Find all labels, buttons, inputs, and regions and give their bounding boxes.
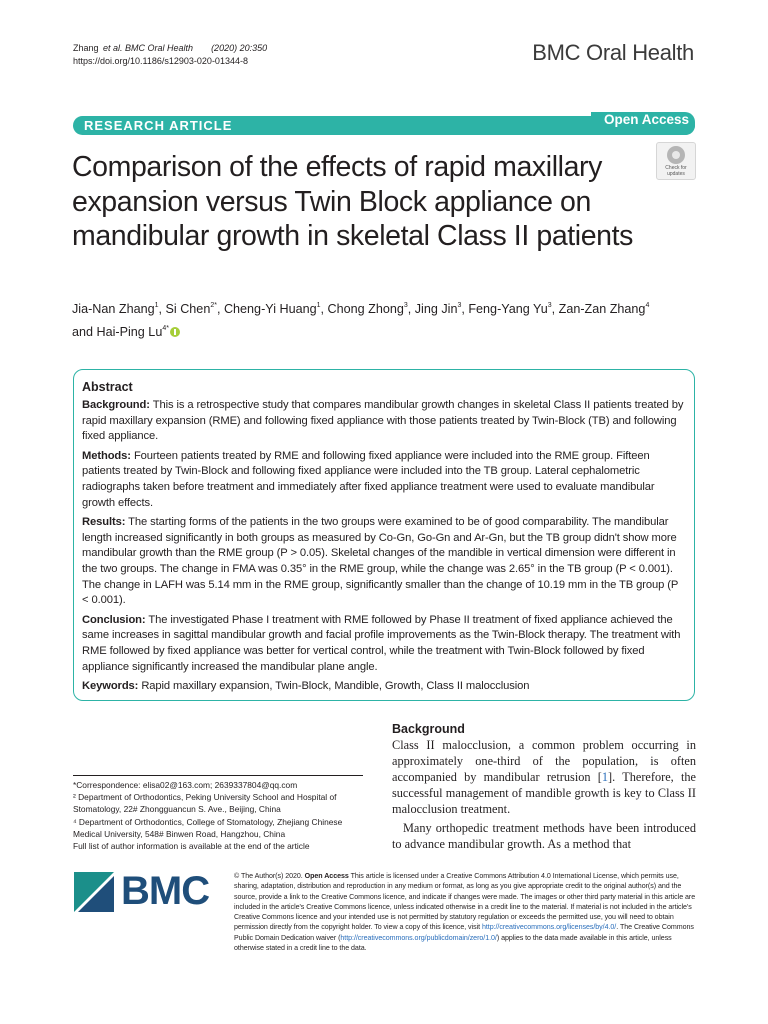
body-paragraph: Many orthopedic treatment methods have been introduced to advance mandibular growth. As a method that: [392, 821, 696, 851]
orcid-icon[interactable]: [170, 327, 180, 337]
author-affiliation: 2*: [210, 302, 217, 309]
check-updates-icon: [667, 146, 685, 164]
check-for-updates-button[interactable]: [656, 142, 696, 180]
body-paragraph: [392, 737, 696, 817]
author-name[interactable]: Hai-Ping Lu: [96, 325, 163, 339]
author-affiliation: 4*: [162, 325, 169, 332]
author-affiliation: 4: [645, 302, 650, 309]
author-name[interactable]: Cheng-Yi Huang: [223, 302, 317, 316]
abstract-box: [73, 369, 695, 701]
check-updates-line1: Check for: [665, 165, 687, 171]
abstract-methods-text: Fourteen patients treated by RME and following fixed appliance were included into the RME group. Fifteen patients treated by Twin-Block and following fixed appliance were included into the TB group. Lateral cephalometric radiographs taken before treatment and immediately after fixed appliance treatment were used to evaluate mandibular growth effects.: [82, 449, 655, 509]
reference-link[interactable]: 1: [601, 770, 609, 784]
doi-link[interactable]: https://doi.org/10.1186/s12903-020-01344-8: [73, 56, 248, 66]
abstract-background: [82, 398, 684, 445]
abstract-results: [82, 515, 684, 609]
author-info-note: Full list of author information is available at the end of the article: [73, 841, 310, 852]
abstract-heading: Abstract: [82, 380, 133, 394]
abstract-keywords-label: Keywords:: [82, 680, 139, 693]
footnote-divider: [73, 775, 363, 776]
section-heading-background: Background: [392, 722, 465, 736]
author-name[interactable]: Jing Jin: [414, 302, 458, 316]
author-name[interactable]: Zan-Zan Zhang: [558, 302, 646, 316]
abstract-background-label: Background:: [82, 399, 150, 411]
citation-block: [73, 42, 269, 68]
license-link-cc-by[interactable]: http://creativecommons.org/licenses/by/4.0/: [481, 923, 617, 932]
article-type-label: RESEARCH ARTICLE: [84, 118, 233, 133]
author-list: Jia-Nan Zhang$^1$, Si Chen$^{2*}$, Cheng-Yi Huang$^1$, Chong Zhong$^3$, Jing Jin$^3$, Feng-Yang Yu$^3$, Zan-Zan Zhang$^4$ and Hai-Ping $Lu^{4*}$: [72, 302, 650, 339]
author-name[interactable]: Jia-Nan Zhang: [72, 302, 155, 316]
body-column: [392, 722, 696, 852]
article-title: Comparison of the effects of rapid maxillary expansion versus Twin Block appliance on mandibular growth in skeletal Class II patients: [72, 151, 633, 252]
citation-year: (2020) 20:350: [211, 43, 268, 53]
license-open-access: Open Access: [304, 872, 349, 880]
license-body: . The Creative Commons Public Domain Dedication waiver (: [234, 923, 694, 942]
abstract-results-label: Results:: [82, 516, 126, 529]
license-body: This article is licensed under a Creative Commons Attribution 4.0 International License, which permits use, sharing, adaptation, distribution and reproduction in any medium or format, as long as you give appropriate credit to the original author(s) and the source, provide a link to the Creative Commons licence, and indicate if changes were made. The images or other third party material in this article are included in the article's Creative Commons licence, unless indicated otherwise in a credit line to the material. If material is not included in the article's Creative Commons licence and your intended use is not permitted by statutory regulation or exceeds the permitted use, you will need to obtain permission directly from the copyright holder. To view a copy of this licence, visit: [234, 872, 696, 932]
footnotes: [73, 779, 363, 852]
affiliation-note: ⁴ Department of Orthodontics, College of Stomatology, Zhejiang Chinese Medical University, 548# Binwen Road, Hangzhou, China: [73, 816, 343, 839]
abstract-methods: [82, 449, 684, 511]
body-paragraph-text: ]. Therefore, the successful management of mandible growth is key to Class II malocclusion treatment.: [392, 770, 696, 816]
bmc-mark-icon: [74, 872, 114, 912]
affiliation-note: ² Department of Orthodontics, Peking University School and Hospital of Stomatology, 22# Zhongguancun S. Ave., Beijing, China: [73, 792, 337, 815]
abstract-keywords: [82, 679, 684, 695]
abstract-background-text: This is a retrospective study that compares mandibular growth changes in skeletal Class II patients treated by rapid maxillary expansion (RME) and following fixed appliance with those patients treated by Twin-Block (TB) and following fixed appliance.: [82, 399, 684, 443]
citation-authors: Zhang: [73, 43, 102, 53]
author-affiliation: 1: [316, 302, 321, 309]
author-name[interactable]: Feng-Yang Yu: [468, 302, 548, 316]
abstract-conclusion-label: Conclusion:: [82, 613, 146, 626]
check-updates-line2: updates: [667, 171, 685, 177]
open-access-tab: [591, 112, 695, 135]
author-affiliation: 3: [457, 302, 462, 309]
bmc-logo: [74, 869, 214, 913]
author-affiliation: 1: [154, 302, 159, 309]
journal-name: BMC Oral Health: [532, 40, 694, 65]
author-affiliation: 3: [547, 302, 552, 309]
open-access-label: Open Access: [603, 112, 689, 127]
abstract-conclusion-text: The investigated Phase I treatment with RME followed by Phase II treatment of fixed appliance achieved the same increases in sagittal mandibular growth and facial profile improvements as the Twin-Block therapy. The treatment with RME followed by fixed appliance was better for vertical control, while the treatment with Twin-Block followed by fixed appliance significantly increased the mandibular plane angle.: [82, 613, 681, 673]
license-text: [234, 871, 696, 953]
author-name[interactable]: Chong Zhong: [327, 302, 404, 316]
correspondence-note: *Correspondence: elisa02@163.com; 2639337804@qq.com: [73, 780, 298, 790]
abstract-keywords-text: Rapid maxillary expansion, Twin-Block, Mandible, Growth, Class II malocclusion: [141, 680, 530, 693]
abstract-conclusion: [82, 613, 684, 675]
license-lead: © The Author(s) 2020.: [234, 872, 305, 880]
author-affiliation: 3: [403, 302, 408, 309]
article-type-banner: [73, 112, 695, 135]
abstract-methods-label: Methods:: [82, 449, 131, 462]
author-name[interactable]: Si Chen: [165, 302, 211, 316]
body-paragraph-text: Class II malocclusion, a common problem occurring in approximately one-third of the population, is often accompanied by mandibular retrusion [: [392, 738, 696, 784]
citation-journal: et al. BMC Oral Health: [103, 43, 194, 53]
license-body: ) applies to the data made available in this article, unless otherwise stated in a credit line to the data.: [234, 933, 672, 953]
license-link-cc-zero[interactable]: http://creativecommons.org/publicdomain/zero/1.0/: [340, 933, 497, 942]
bmc-logo-text: BMC: [121, 869, 210, 913]
citation-line: [73, 42, 269, 55]
abstract-results-text: The starting forms of the patients in the two groups were examined to be of good comparability. The mandibular length increased significantly in both groups as measured by Co-Gn, Go-Gn and Ar-Gn, but the TB group didn't show more mandibular growth than the RME group (P > 0.05). Skeletal changes of the mandible in vertical dimension were different in the two groups. The change in FMA was 0.35° in the RME group, while the change was 2.65° in the TB group (P < 0.001). The change in LAFH was 5.14 mm in the RME group, significantly smaller than the change of 10.19 mm in the TB group (P < 0.001).: [82, 516, 679, 607]
